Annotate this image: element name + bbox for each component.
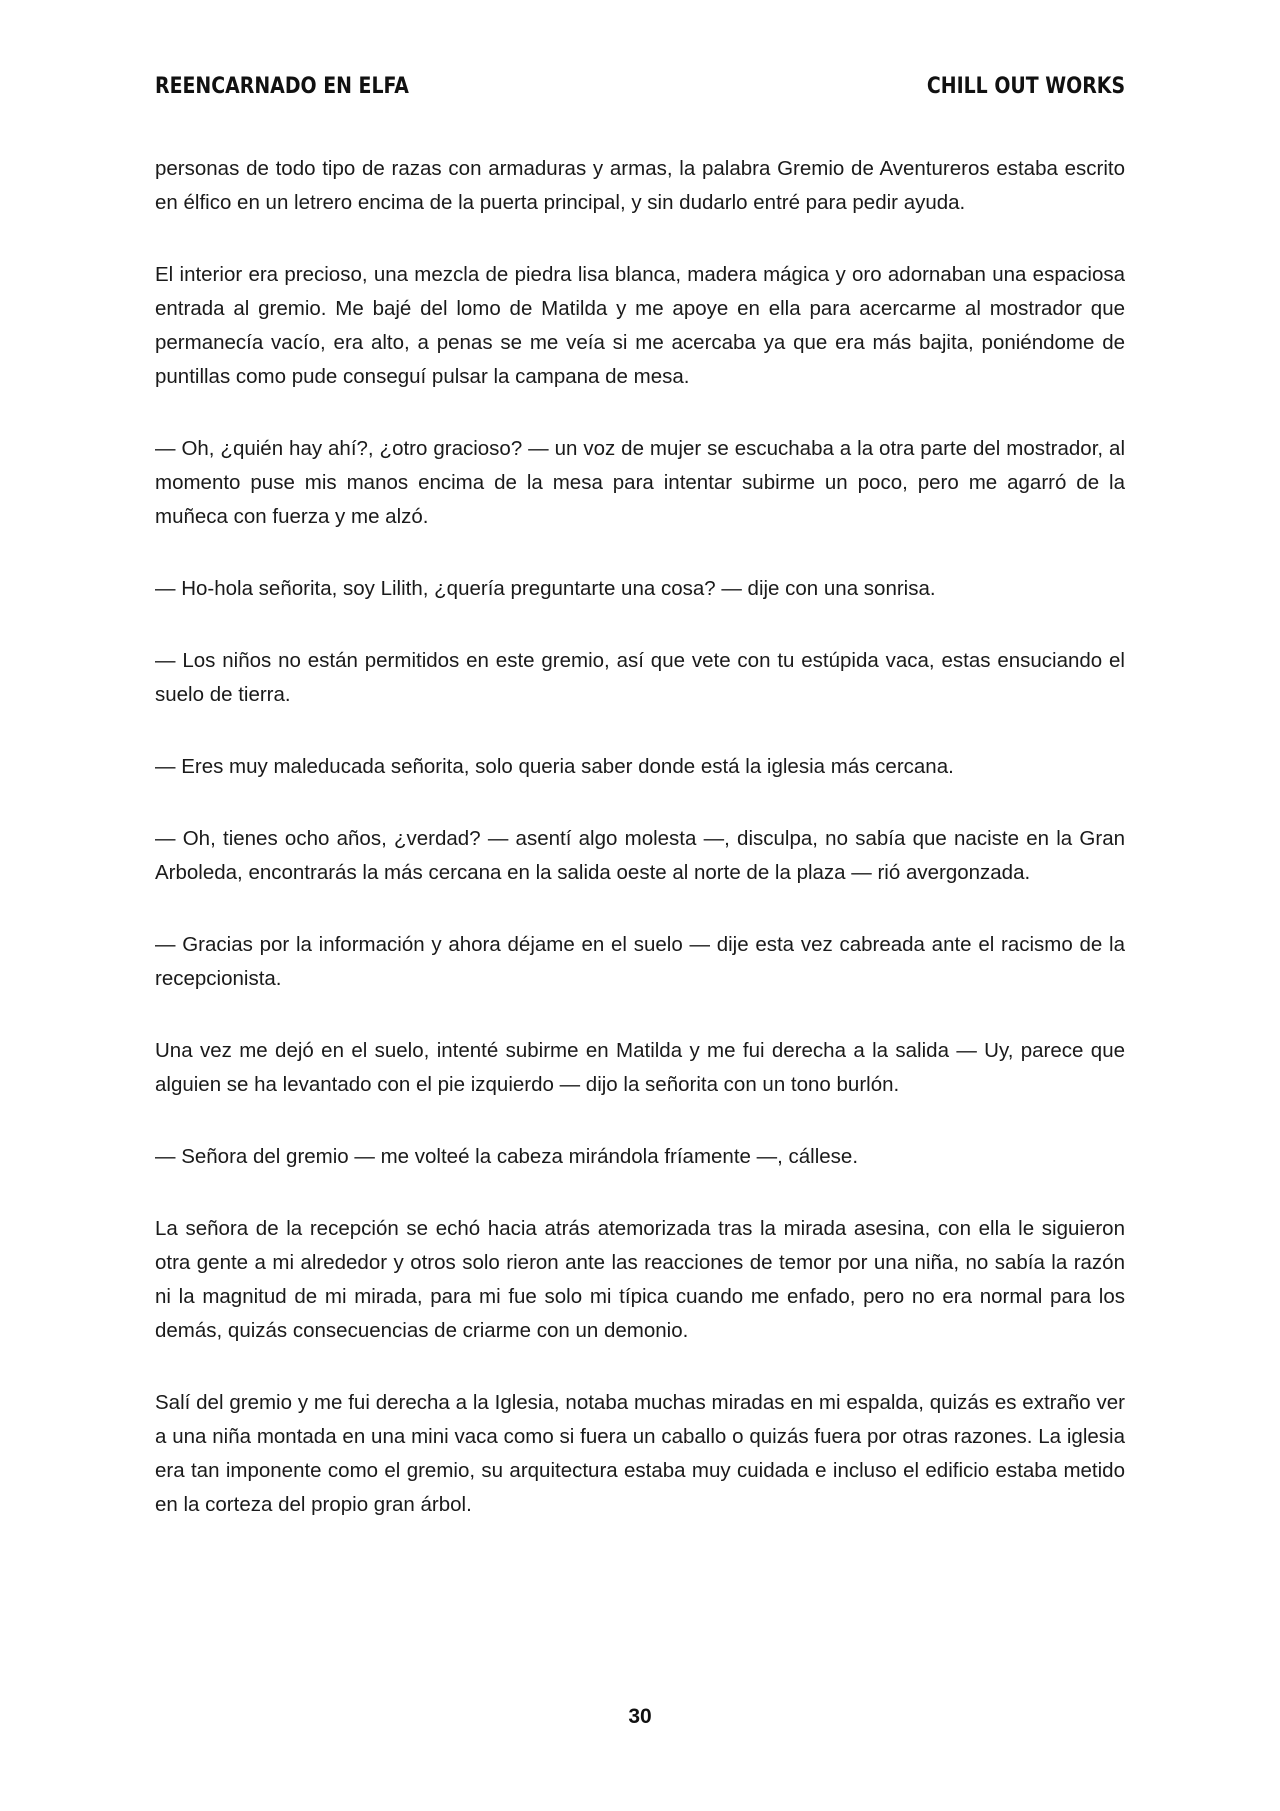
header-publisher: CHILL OUT WORKS	[926, 74, 1126, 99]
paragraph: Salí del gremio y me fui derecha a la Iglesia, notaba muchas miradas en mi espalda, quizás es extraño ver a una niña montada en una mini vaca como si fuera un caballo o quizás fuera por otras razones. La iglesia era tan imponente como el gremio, su arquitectura estaba muy cuidada e incluso el edificio estaba metido en la corteza del propio gran árbol.	[155, 1391, 1125, 1516]
running-header	[155, 74, 1125, 99]
paragraph: — Ho-hola señorita, soy Lilith, ¿quería preguntarte una cosa? — dije con una sonrisa.	[155, 577, 936, 600]
paragraph: Una vez me dejó en el suelo, intenté subirme en Matilda y me fui derecha a la salida — Uy, parece que alguien se ha levantado con el pie izquierdo — dijo la señorita con un tono burlón.	[155, 1039, 1125, 1096]
paragraph: — Señora del gremio — me volteé la cabeza mirándola fríamente —, cállese.	[155, 1145, 859, 1168]
paragraph: — Los niños no están permitidos en este gremio, así que vete con tu estúpida vaca, estas ensuciando el suelo de tierra.	[155, 649, 1125, 706]
body-text	[155, 152, 1125, 1560]
paragraph: — Gracias por la información y ahora déjame en el suelo — dije esta vez cabreada ante el racismo de la recepcionista.	[155, 933, 1125, 990]
paragraph: La señora de la recepción se echó hacia atrás atemorizada tras la mirada asesina, con ella le siguieron otra gente a mi alrededor y otros solo rieron ante las reacciones de temor por una niña, no sabía la razón ni la magnitud de mi mirada, para mi fue solo mi típica cuando me enfado, pero no era normal para los demás, quizás consecuencias de criarme con un demonio.	[155, 1217, 1125, 1342]
paragraph: — Oh, tienes ocho años, ¿verdad? — asentí algo molesta —, disculpa, no sabía que naciste en la Gran Arboleda, encontrarás la más cercana en la salida oeste al norte de la plaza — rió avergonzada.	[155, 827, 1125, 884]
paragraph: — Eres muy maleducada señorita, solo queria saber donde está la iglesia más cercana.	[155, 755, 954, 778]
paragraph: El interior era precioso, una mezcla de piedra lisa blanca, madera mágica y oro adornaban una espaciosa entrada al gremio. Me bajé del lomo de Matilda y me apoye en ella para acercarme al mostrador que permanecía vacío, era alto, a penas se me veía si me acercaba ya que era más bajita, poniéndome de puntillas como pude conseguí pulsar la campana de mesa.	[155, 263, 1125, 388]
paragraph: — Oh, ¿quién hay ahí?, ¿otro gracioso? — un voz de mujer se escuchaba a la otra parte del mostrador, al momento puse mis manos encima de la mesa para intentar subirme un poco, pero me agarró de la muñeca con fuerza y me alzó.	[155, 437, 1125, 528]
header-book-title: REENCARNADO EN ELFA	[155, 74, 409, 99]
page-number: 30	[628, 1705, 652, 1728]
paragraph: personas de todo tipo de razas con armaduras y armas, la palabra Gremio de Aventureros estaba escrito en élfico en un letrero encima de la puerta principal, y sin dudarlo entré para pedir ayuda.	[155, 157, 1125, 214]
